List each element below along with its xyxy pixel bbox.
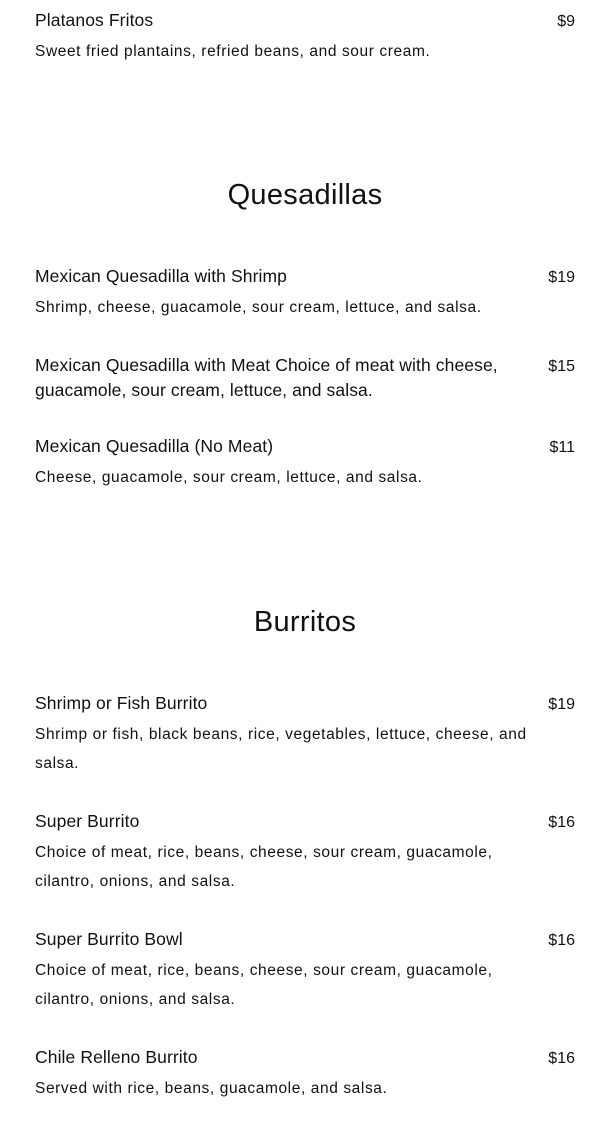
menu-item-header [35, 691, 575, 717]
menu-item-platanos-fritos [35, 8, 575, 66]
menu-item-header [35, 927, 575, 953]
menu-item-header [35, 264, 575, 290]
menu-item-name: Shrimp or Fish Burrito [35, 693, 208, 713]
menu-item-quesadilla-no-meat [35, 434, 575, 492]
menu-item-description: Cheese, guacamole, sour cream, lettuce, and salsa. [35, 469, 423, 486]
menu-item-quesadilla-meat [35, 353, 575, 403]
menu-item-price: $9 [557, 13, 575, 30]
menu-item-price: $16 [548, 932, 575, 949]
menu-item-name: Super Burrito [35, 811, 140, 831]
menu-item-name: Super Burrito Bowl [35, 929, 183, 949]
menu-item-quesadilla-shrimp [35, 264, 575, 322]
menu-item-price: $16 [548, 814, 575, 831]
menu-item-description: Served with rice, beans, guacamole, and salsa. [35, 1080, 388, 1097]
menu-item-name: Mexican Quesadilla (No Meat) [35, 436, 274, 456]
menu-item-header [35, 1045, 575, 1071]
menu-item-price: $16 [548, 1050, 575, 1067]
menu-item-chile-relleno-burrito [35, 1045, 575, 1103]
menu-item-name: Chile Relleno Burrito [35, 1047, 198, 1067]
menu-item-name: Mexican Quesadilla with Shrimp [35, 266, 287, 286]
menu-item-price: $11 [549, 439, 575, 456]
menu-item-name: Mexican Quesadilla with Meat Choice of meat with cheese, guacamole, sour cream, lettuce, and salsa. [35, 355, 498, 400]
menu-item-header [35, 8, 575, 34]
menu-item-description: Choice of meat, rice, beans, cheese, sour cream, guacamole, cilantro, onions, and salsa. [35, 844, 493, 890]
menu-item-super-burrito-bowl [35, 927, 575, 1014]
menu-item-header [35, 434, 575, 460]
menu-item-shrimp-fish-burrito [35, 691, 575, 778]
section-title-quesadillas: Quesadillas [227, 179, 383, 211]
menu-item-price: $19 [548, 269, 575, 286]
menu-item-description: Sweet fried plantains, refried beans, and sour cream. [35, 43, 431, 60]
menu-item-header [35, 809, 575, 835]
section-title-burritos: Burritos [253, 606, 357, 638]
menu-item-description: Shrimp or fish, black beans, rice, vegetables, lettuce, cheese, and salsa. [35, 726, 527, 772]
menu-item-description: Choice of meat, rice, beans, cheese, sour cream, guacamole, cilantro, onions, and salsa. [35, 962, 493, 1008]
menu-item-header [35, 353, 575, 403]
menu-item-price: $15 [548, 358, 575, 375]
menu-item-name: Platanos Fritos [35, 10, 154, 30]
menu-item-super-burrito [35, 809, 575, 896]
menu-item-price: $19 [548, 696, 575, 713]
menu-item-description: Shrimp, cheese, guacamole, sour cream, lettuce, and salsa. [35, 299, 482, 316]
